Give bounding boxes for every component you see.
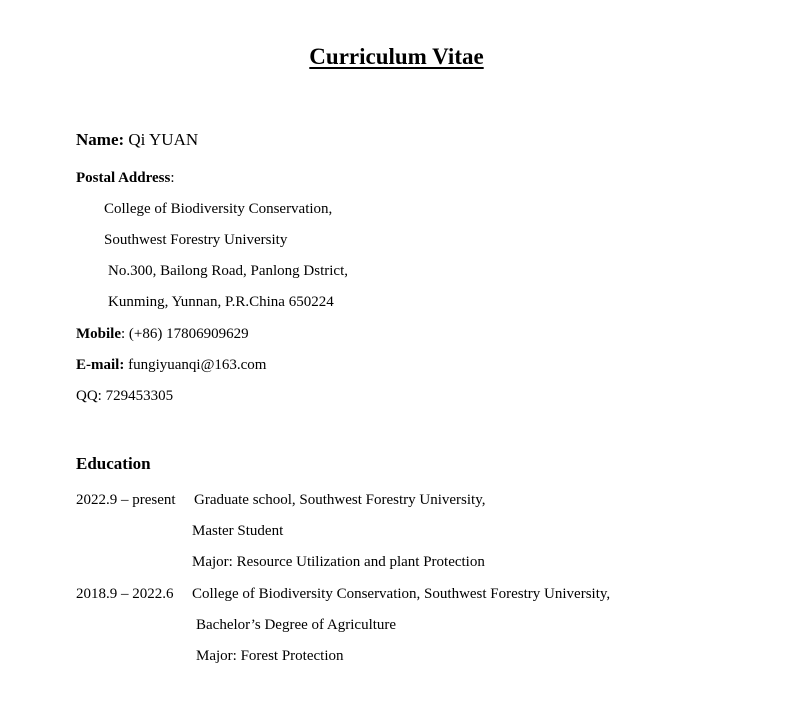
address-line-2: Southwest Forestry University	[104, 232, 288, 248]
education-detail-1-line-3: Major: Resource Utilization and plant Protection	[192, 554, 485, 570]
education-detail-2-line-1: College of Biodiversity Conservation, Southwest Forestry University,	[192, 586, 611, 602]
address-line-1: College of Biodiversity Conservation,	[104, 201, 333, 217]
name-sep: :	[118, 130, 129, 149]
address-line-3: No.300, Bailong Road, Panlong Dstrict,	[108, 263, 348, 279]
postal-address-label: Postal Address	[76, 170, 171, 186]
education-detail-2-line-3: Major: Forest Protection	[196, 648, 344, 664]
postal-address-line	[76, 168, 175, 188]
education-heading: Education	[76, 454, 151, 473]
address-line-4: Kunming, Yunnan, P.R.China 650224	[108, 294, 334, 310]
mobile-line	[76, 324, 249, 344]
qq-label: QQ	[76, 388, 98, 404]
name-line	[76, 130, 198, 150]
qq-value: : 729453305	[97, 388, 174, 404]
name-value: Qi YUAN	[128, 130, 199, 149]
education-detail-1-line-2: Master Student	[192, 523, 284, 539]
document-title: Curriculum Vitae	[309, 44, 484, 69]
postal-address-sep: :	[170, 170, 175, 186]
education-detail-1-line-1: Graduate school, Southwest Forestry University,	[194, 492, 486, 508]
mobile-label: Mobile	[76, 326, 121, 342]
education-period-1: 2022.9 – present	[76, 492, 176, 508]
email-line	[76, 355, 266, 375]
education-period-2: 2018.9 – 2022.6	[76, 586, 174, 602]
email-label: E-mail:	[76, 357, 125, 373]
mobile-value: : (+86) 17806909629	[121, 326, 249, 342]
name-label: Name	[76, 130, 119, 149]
education-detail-2-line-2: Bachelor’s Degree of Agriculture	[196, 617, 397, 633]
email-value: fungiyuanqi@163.com	[124, 357, 267, 373]
qq-line	[76, 386, 173, 406]
